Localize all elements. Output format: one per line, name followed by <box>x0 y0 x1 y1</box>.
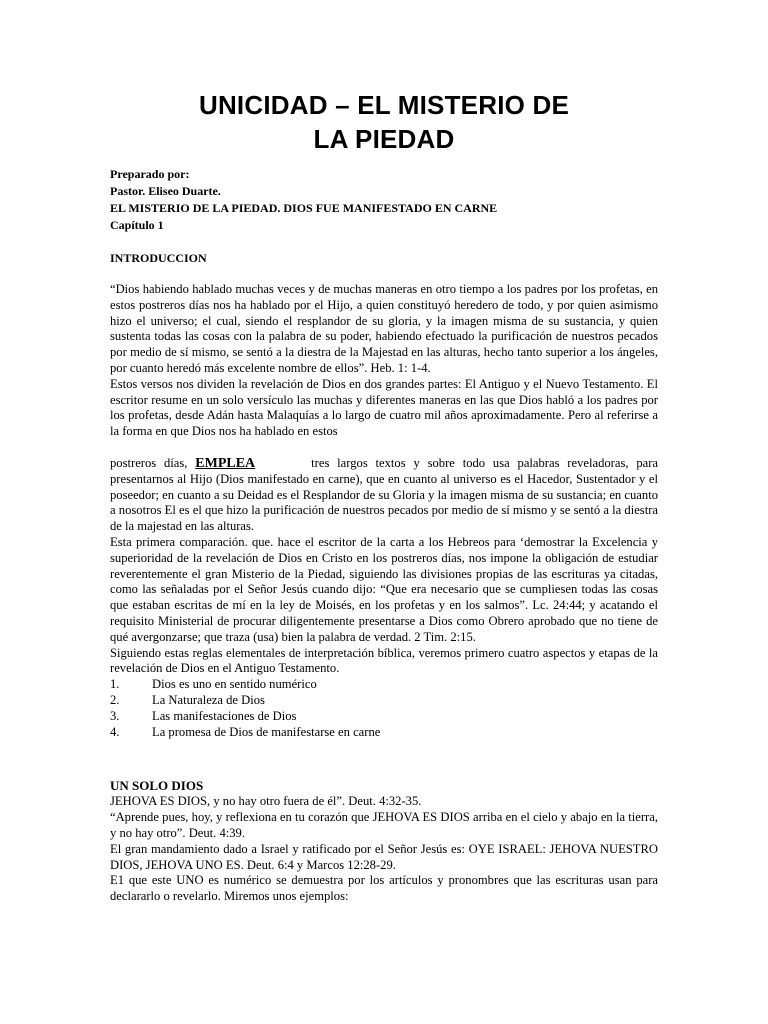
section2-paragraph-2: “Aprende pues, hoy, y reflexiona en tu corazón que JEHOVA ES DIOS arriba en el cielo y abajo en la tierra, y no hay otro”. Deut. 4:39. <box>110 810 658 840</box>
document-meta <box>110 166 658 234</box>
list-item-number: 3. <box>110 708 120 723</box>
list-item <box>110 693 658 709</box>
aspects-list <box>110 677 658 740</box>
list-item <box>110 709 658 725</box>
document-subtitle: EL MISTERIO DE LA PIEDAD. DIOS FUE MANIFESTADO EN CARNE <box>110 201 498 215</box>
list-item <box>110 725 658 741</box>
section2-paragraph-1: JEHOVA ES DIOS, y no hay otro fuera de él”. Deut. 4:32-35. <box>110 794 422 809</box>
paragraph-postreros <box>110 456 658 535</box>
title-line-2: LA PIEDAD <box>313 124 455 154</box>
title-line-1: UNICIDAD – EL MISTERIO DE <box>198 90 569 120</box>
list-item <box>110 677 658 693</box>
paragraph-comparacion: Esta primera comparación. que. hace el escritor de la carta a los Hebreos para ‘demostrar la Excelencia y superioridad de la revelación de Dios en Cristo en los postreros días, nos impone la obligación de estudiar reverentemente el gran Misterio de la Piedad, siguiendo las divisiones propias de las escrituras ya citadas, como las señaladas por el Señor Jesús cuando dijo: “Que era necesario que se cumpliesen todas las cosas que estaban escritas de mí en la ley de Moisés, en los profetas y en los salmos”. Lc. 24:44; y acatando el requisito Ministerial de procurar diligentemente presentarse a Dios como Obrero aprobado que no tiene de qué avergonzarse; que traza (usa) bien la palabra de verdad. 2 Tim. 2:15. <box>110 534 658 644</box>
list-item-number: 1. <box>110 677 120 692</box>
chapter-label: Capítulo 1 <box>110 218 164 232</box>
list-item-text: Dios es uno en sentido numérico <box>152 677 317 692</box>
list-item-text: La Naturaleza de Dios <box>152 692 265 707</box>
paragraph-siguiendo: Siguiendo estas reglas elementales de interpretación bíblica, veremos primero cuatro aspectos y etapas de la revelación de Dios en el Antiguo Testamento. <box>110 645 658 676</box>
paragraph-quote: “Dios habiendo hablado muchas veces y de muchas maneras en otro tiempo a los padres por los profetas, en estos postreros días nos ha hablado por el Hijo, a quien constituyó heredero de todo, y por quien asimismo hizo el universo; el cual, siendo el resplandor de su gloria, y la imagen misma de su sustancia, y quien sustenta todas las cosas con la palabra de su poder, habiendo efectuado la purificación de nuestros pecados por medio de sí mismo, se sentó a la diestra de la Majestad en las alturas, hecho tanto superior a los ángeles, por cuanto heredó más excelente nombre de ellos”. Heb. 1: 1-4. <box>110 282 658 375</box>
section2-paragraph-3: El gran mandamiento dado a Israel y ratificado por el Señor Jesús es: OYE ISRAEL: JEHOVA NUESTRO DIOS, JEHOVA UNO ES. Deut. 6:4 y Marcos 12:28-29. <box>110 841 658 872</box>
list-item-text: Las manifestaciones de Dios <box>152 708 297 723</box>
prepared-by-label: Preparado por: <box>110 167 190 181</box>
postreros-pre: postreros días, <box>110 455 196 470</box>
list-item-text: La promesa de Dios de manifestarse en carne <box>152 724 381 739</box>
section-heading-un-solo-dios: UN SOLO DIOS <box>110 778 204 794</box>
document-page <box>110 0 658 905</box>
author-name: Pastor. Eliseo Duarte. <box>110 184 221 198</box>
list-item-number: 4. <box>110 724 120 739</box>
document-title <box>110 88 658 156</box>
emplea-emphasis: EMPLEA <box>195 455 256 471</box>
paragraph-versos: Estos versos nos dividen la revelación de Dios en dos grandes partes: El Antiguo y el Nuevo Testamento. El escritor resume en un solo versículo las muchas y diferentes maneras en las que Dios habló a los padres por los profetas, desde Adán hasta Malaquías a lo largo de cuatro mil años aproximadamente. Pero al referirse a la forma en que Dios nos ha hablado en estos <box>110 376 658 439</box>
section2-paragraph-4: E1 que este UNO es numérico se demuestra por los artículos y pronombres que las escrituras usan para declararlo o revelarlo. Miremos unos ejemplos: <box>110 873 658 904</box>
list-item-number: 2. <box>110 692 120 707</box>
intro-heading: INTRODUCCION <box>110 251 207 265</box>
postreros-post: tres largos textos y sobre todo usa palabras reveladoras, para presentarnos al Hijo (Dios manifestado en carne), que en cuanto al universo es el Hacedor, Sustentador y el poseedor; en cuanto a su Deidad es el Resplandor de su Gloria y la imagen misma de su sustancia; en cuanto a nosotros El es el que hizo la purificación de nuestros pecados por medio de sí mismo y se sentó a la diestra de la majestad en las alturas. <box>110 455 658 534</box>
